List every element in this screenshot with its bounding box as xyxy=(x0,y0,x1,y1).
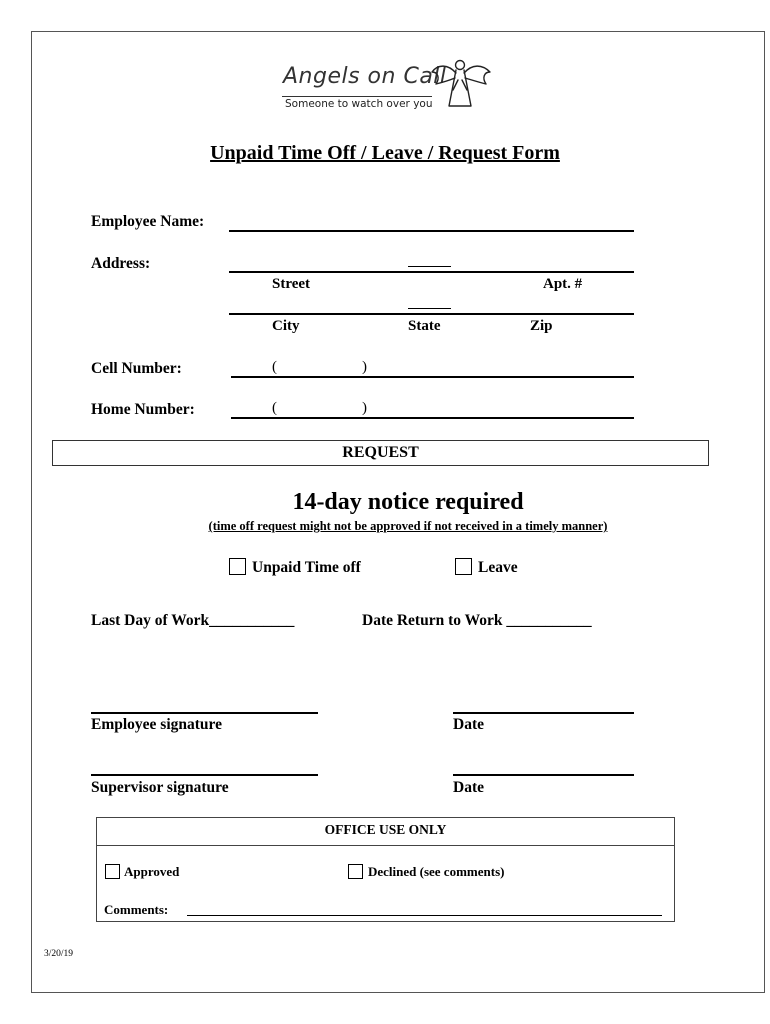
supervisor-signature-line[interactable] xyxy=(91,774,318,776)
employee-name-field[interactable] xyxy=(229,230,634,232)
unpaid-time-off-checkbox[interactable] xyxy=(229,558,246,575)
cell-number-label: Cell Number: xyxy=(91,360,182,377)
home-paren-open: ( xyxy=(272,400,277,416)
declined-checkbox[interactable] xyxy=(348,864,363,879)
employee-signature-label: Employee signature xyxy=(91,716,223,733)
logo-rule xyxy=(282,96,432,97)
leave-checkbox[interactable] xyxy=(455,558,472,575)
home-number-label: Home Number: xyxy=(91,401,195,418)
apt-label: Apt. # xyxy=(543,276,583,292)
approved-label: Approved xyxy=(124,864,180,879)
form-title: Unpaid Time Off / Leave / Request Form xyxy=(210,142,560,164)
office-use-box xyxy=(96,817,675,922)
cell-paren-open: ( xyxy=(272,359,277,375)
cell-number-field[interactable] xyxy=(231,376,634,378)
leave-label: Leave xyxy=(478,559,518,576)
office-use-header: OFFICE USE ONLY xyxy=(97,818,674,846)
unpaid-time-off-label: Unpaid Time off xyxy=(252,559,361,576)
revision-date: 3/20/19 xyxy=(44,949,74,959)
home-paren-close: ) xyxy=(362,400,367,416)
approved-checkbox[interactable] xyxy=(105,864,120,879)
employee-date-line[interactable] xyxy=(453,712,634,714)
supervisor-date-label: Date xyxy=(453,779,484,796)
city-label: City xyxy=(272,318,300,334)
supervisor-date-line[interactable] xyxy=(453,774,634,776)
home-number-field[interactable] xyxy=(231,417,634,419)
request-header: REQUEST xyxy=(52,440,709,466)
comments-field[interactable] xyxy=(187,915,662,916)
declined-label: Declined (see comments) xyxy=(368,864,505,879)
notice-heading: 14-day notice required xyxy=(292,489,524,515)
supervisor-signature-label: Supervisor signature xyxy=(91,779,229,796)
street-segment-divider xyxy=(408,266,451,267)
employee-signature-line[interactable] xyxy=(91,712,318,714)
last-day-of-work-field[interactable]: Last Day of Work___________ xyxy=(91,612,295,629)
employee-date-label: Date xyxy=(453,716,484,733)
comments-label: Comments: xyxy=(104,902,169,917)
notice-subtext: (time off request might not be approved if not received in a timely manner) xyxy=(208,519,608,533)
angel-icon xyxy=(430,56,492,112)
cell-paren-close: ) xyxy=(362,359,367,375)
logo-text: Angels on Call xyxy=(283,64,447,89)
address-label: Address: xyxy=(91,255,151,272)
date-return-to-work-field[interactable]: Date Return to Work ___________ xyxy=(362,612,592,629)
state-label: State xyxy=(408,318,441,334)
city-state-zip-field[interactable] xyxy=(229,313,634,315)
logo-tagline: Someone to watch over you xyxy=(285,98,433,110)
employee-name-label: Employee Name: xyxy=(91,213,205,230)
street-field[interactable] xyxy=(229,271,634,273)
zip-label: Zip xyxy=(530,318,553,334)
city-segment-divider xyxy=(408,308,451,309)
street-label: Street xyxy=(272,276,311,292)
